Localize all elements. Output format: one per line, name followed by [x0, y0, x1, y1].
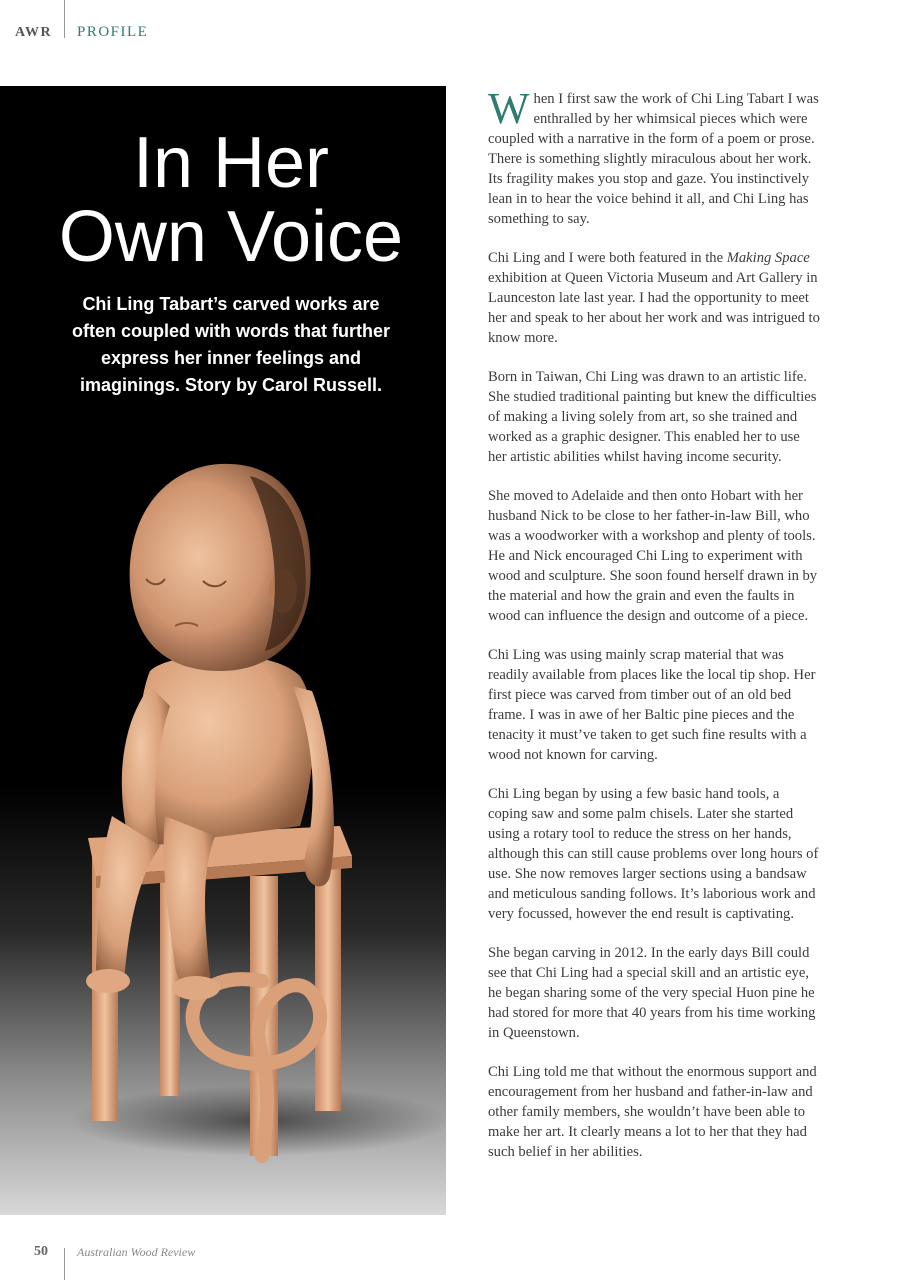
header-divider: [64, 0, 65, 38]
article-body: [488, 84, 820, 1181]
magazine-brand: AWR: [15, 25, 53, 40]
paragraph-7: She began carving in 2012. In the early days Bill could see that Chi Ling had a special skill and an artistic eye, he began sharing some of the very special Huon pine he had stored for more that 40 years from his time working in Queenstown.: [488, 945, 816, 1041]
figure-foot-left: [86, 969, 130, 993]
paragraph-2: [488, 248, 820, 348]
paragraph-2-text-b: exhibition at Queen Victoria Museum and Art Gallery in Launceston late last year. I had the opportunity to meet her and speak to her about her work and was intrigued to know more.: [488, 270, 820, 346]
title-line-1: In Her: [132, 123, 330, 203]
section-label: PROFILE: [77, 24, 149, 40]
paragraph-5: Chi Ling was using mainly scrap material that was readily available from places like the local tip shop. Her first piece was carved from timber out of an old bed frame. I was in awe of her Baltic pine pieces and the tenacity it must’ve taken to get such fine results with a wood not known for carving.: [488, 647, 816, 763]
footer-divider: [64, 1248, 65, 1280]
paragraph-3: Born in Taiwan, Chi Ling was drawn to an artistic life. She studied traditional painting but knew the difficulties of making a living solely from art, so she trained and worked as a graphic designer. This enabled her to use her artistic abilities whilst having income security.: [488, 369, 817, 465]
page-header: [0, 0, 905, 70]
paragraph-1: [488, 84, 820, 229]
paragraph-4: She moved to Adelaide and then onto Hobart with her husband Nick to be close to her father-in-law Bill, who was a woodworker with a workshop and plenty of tools. He and Nick encouraged Chi Ling to experiment with wood and sculpture. She soon found herself drawn in by the material and how the grain and even the faults in wood can influence the design and outcome of a piece.: [488, 488, 818, 624]
paragraph-1-text: hen I first saw the work of Chi Ling Tabart I was enthralled by her whimsical pieces which were coupled with a narrative in the form of a poem or prose. There is something slightly miraculous about her work. Its fragility makes you stop and gaze. You instinctively lean in to hear the voice behind it all, and Chi Ling has something to say.: [488, 91, 819, 227]
title-line-2: Own Voice: [58, 197, 404, 277]
figure-foot-right: [172, 976, 220, 1000]
standfirst: Chi Ling Tabart’s carved works are often coupled with words that further express her inner feelings and imaginings. Story by Carol Russell.: [72, 294, 390, 395]
exhibition-name: Making Space: [726, 250, 810, 266]
paragraph-8: Chi Ling told me that without the enormous support and encouragement from her husband and father-in-law and other family members, she wouldn’t have been able to make her art. It clearly means a lot to her that they had such belief in her abilities.: [488, 1064, 817, 1160]
publication-name: Australian Wood Review: [77, 1245, 196, 1259]
article-title: [0, 123, 446, 277]
drop-cap: W: [488, 84, 530, 133]
paragraph-2-text-a: Chi Ling and I were both featured in the: [488, 250, 727, 266]
page-number: 50: [34, 1244, 48, 1259]
paragraph-6: Chi Ling began by using a few basic hand tools, a coping saw and some palm chisels. Later she started using a rotary tool to reduce the stress on her hands, although this can still cause problems over long hours of use. She now removes larger sections using a bandsaw and meticulous sanding follows. It’s laborious work and very focussed, however the end result is captivating.: [488, 786, 819, 922]
hero-panel: [0, 86, 446, 1215]
